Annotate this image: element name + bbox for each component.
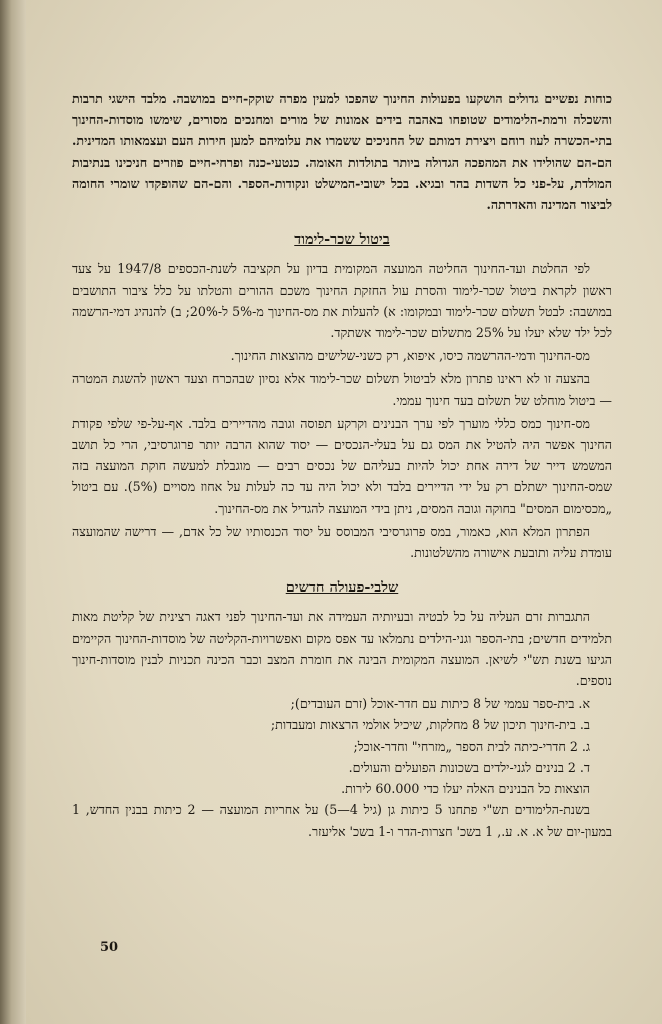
new-stages-paragraph-1: התגברות זרם העליה על כל לבטיה ובעיותיה העמידה את ועד-החינוך לפני דאגה רצינית של קליטת מאות תלמידים חדשים; בתי-הספר וגני-הילדים נתמלאו עד אפס מקום ואפשרויות-הקליטה של מוסדות-החינוך הקיימים הגיעו בשנת תש"י לשיאן. המועצה המקומית הבינה את חומרת המצב וכבר הכינה תכניות לבנין מוסדות-חינוך נוספים. <box>72 609 612 689</box>
section-heading-new-stages: שלבי-פעולה חדשים <box>285 579 399 597</box>
tuition-paragraph-3: בהצעה זו לא ראינו פתרון מלא לביטול תשלום שכר-לימוד אלא נסיון שבהכרח וצעד ראשון להשגת המטרה — ביטול מוחלט של תשלום בעד חינוך עממי. <box>72 371 612 408</box>
list-item: ב. בית-חינוך תיכון של 8 מחלקות, שיכיל אולמי הרצאות ומעבדות; <box>270 717 590 733</box>
tuition-paragraph-5: הפתרון המלא הוא, כאמור, במס פרוגרסיבי המבוסס על יסוד הכנסותיו של כל אדם, — דרישה שהמועצה עומדת עליה ותובעת אישורה מהשלטונות. <box>72 523 612 561</box>
page-number: 50 <box>100 940 119 955</box>
book-spine-shadow <box>0 0 26 1024</box>
list-item: א. בית-ספר עממי של 8 כיתות עם חדר-אוכל (זרם העובדים); <box>290 696 590 712</box>
new-stages-paragraph-2: בשנת-הלימודים תש"י פתחנו 5 כיתות גן (גיל 4—5) על אחריות המועצה — 2 כיתות בבנין החדש, 1 במעון-יום של א. א. ע., 1 בשכ' חצרות-הדר ו-1 בשכ' אליעזר. <box>72 802 612 839</box>
section-heading-tuition: ביטול שכר-לימוד <box>294 231 390 249</box>
intro-paragraph: כוחות נפשיים גדולים הושקעו בפעולות החינוך שהפכו למעין מפרה שוקק-חיים במושבה. מלבד הישגי תרבות והשכלה ורמת-הלימודים שטופחו באהבה בידים אמונות של מורים ומחנכים מסורים, שימשו מוסדות-החינוך בתי-הכשרה לעוז רוחם ויצירת דמותם של החניכים ששמרו את עלומיהם למען חירות העם ועצמאותו המדינית. הם-הם שהולידו את המהפכה הגדולה ביותר בתולדות האומה. כנטעי-כנה ופרחי-חיים פוזרים חניכינו בנתיבות המולדת, על-פני כל השדות בהר ובגיא. בכל ישובי-המישלט ונקודות-הספר. והם-הם שהופקדו שומרי החומה לביצור המדינה והאדרתה. <box>72 91 612 213</box>
page-text <box>72 88 612 844</box>
list-item: ג. 2 חדרי-כיתה לבית הספר „מזרחי" וחדר-אוכל; <box>353 738 590 754</box>
list-item: ד. 2 בנינים לגני-ילדים בשכונות הפועלים והעולים. <box>348 759 590 775</box>
building-cost-line: הוצאות כל הבנינים האלה יעלו כדי 60.000 לירות. <box>341 781 590 797</box>
tuition-paragraph-1: לפי החלטת ועד-החינוך החליטה המועצה המקומית בדיון על תקציבה לשנת-הכספים 1947/8 על צעד ראשון לקראת ביטול שכר-לימוד והסרת עול החזקת החינוך משכם ההורים והטלתו על כלל ציבור התושבים במושבה: לבטל תשלום שכר-לימוד ובמקומו: א) להעלות את מס-החינוך מ-5% ל-20%; ב) להנהיג דמי-הרשמה לכל ילד שלא יעלו על 25% מתשלום שכר-לימוד אשתקד. <box>72 261 612 341</box>
tuition-paragraph-4: מס-חינוך כמס כללי מוערך לפי ערך הבנינים וקרקע תפוסה וגובה מהדיירים בלבד. אף-על-פי שלפי פקודת החינוך אפשר היה להטיל את המס גם על בעלי-הנכסים — יסוד שהוא הרבה יותר פרוגרסיבי, הרי כל תושב המשמש דייר של דירה אחת יכול להיות בעליהם של נכסים רבים — מוגבלת למעשה חוקת המועצה בזה שמס-החינוך ישתלם רק על ידי הדיירים בלבד ולא יכול היה עד כה לעלות על אחוז מסויים (5%). עם ביטול „מכסימום המסים" בחוקה וגובה המסים, ניתן בידי המועצה להגדיל את מס-החינוך. <box>72 415 612 516</box>
building-plan-list <box>72 693 612 799</box>
tuition-paragraph-2: מס-החינוך ודמי-ההרשמה כיסו, איפוא, רק כשני-שלישים מהוצאות החינוך. <box>230 348 590 364</box>
